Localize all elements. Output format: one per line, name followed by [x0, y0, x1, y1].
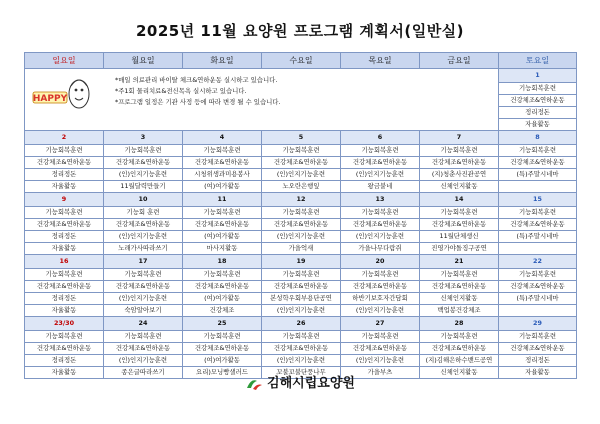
activity-cell: 정리정돈 [25, 231, 104, 243]
activity-cell: 기능회복훈련 [25, 269, 104, 281]
week-date-row [25, 131, 577, 145]
activity-cell [499, 181, 577, 193]
activity-cell: (인)인지기능훈련 [341, 305, 420, 317]
activity-cell: 숙암알아보기 [104, 305, 183, 317]
activity-cell: (여)여가활동 [183, 355, 262, 367]
activity-cell: 기능회복훈련 [183, 331, 262, 343]
week-activity-row [25, 281, 577, 293]
activity-cell: 하반기보호자간담회 [341, 293, 420, 305]
activity-cell: 정리정돈 [25, 293, 104, 305]
day-date: 7 [420, 131, 499, 145]
activity-cell: 건강체조&연하운동 [262, 343, 341, 355]
activity-cell: 기능회복훈련 [104, 331, 183, 343]
day-date: 15 [499, 193, 577, 207]
activity-cell: 건강체조&연하운동 [183, 219, 262, 231]
activity-cell: 건강체조&연하운동 [499, 281, 577, 293]
activity-cell: 건강체조&연하운동 [499, 343, 577, 355]
week-date-row [25, 193, 577, 207]
weekday-friday: 금요일 [420, 53, 499, 69]
day-date: 16 [25, 255, 104, 269]
day-date: 19 [262, 255, 341, 269]
note-item: *프로그램 일정은 기관 사정 등에 따라 변경 될 수 있습니다. [115, 98, 281, 106]
activity-cell: 왕금붙네 [341, 181, 420, 193]
activity-cell: 11월달력만들기 [104, 181, 183, 193]
activity-cell: 가을나무다람쥐 [341, 243, 420, 255]
activity-cell: 건강체조&연하운동 [262, 281, 341, 293]
week-activity-row [25, 219, 577, 231]
activity-cell: 기능회복훈련 [183, 145, 262, 157]
city-logo-icon [245, 377, 263, 391]
activity-cell: 기능회복훈련 [499, 145, 577, 157]
activity-cell: (인)인지기능훈련 [262, 169, 341, 181]
activity-cell: 건강체조&연하운동 [341, 219, 420, 231]
week-activity-row [25, 269, 577, 281]
day-date: 9 [25, 193, 104, 207]
activity-cell: 기능회복훈련 [25, 145, 104, 157]
activity-cell: 기능회복훈련 [341, 145, 420, 157]
note-item: *주1회 물리치료&전신목욕 실시하고 있습니다. [115, 87, 247, 95]
activity-cell: 건강체조&연하운동 [183, 281, 262, 293]
activity-cell: 건강체조&연하운동 [104, 157, 183, 169]
activity-cell: 건강체조&연하운동 [499, 157, 577, 169]
note-item: *매일 의료관리 바이탈 체크&연하운동 실시하고 있습니다. [115, 76, 278, 84]
activity-cell: (인)인지기능훈련 [341, 355, 420, 367]
day-date: 12 [262, 193, 341, 207]
activity-cell: 기능회복훈련 [262, 269, 341, 281]
activity-cell: 건강체조&연하운동 [499, 95, 577, 107]
activity-cell: 기능회복훈련 [262, 207, 341, 219]
activity-cell: (인)인지기능훈련 [104, 231, 183, 243]
week-activity-row [25, 207, 577, 219]
activity-cell: 신체인지활동 [420, 293, 499, 305]
day-date: 4 [183, 131, 262, 145]
activity-cell: 건강체조&연하운동 [25, 343, 104, 355]
activity-cell: 건강체조&연하운동 [341, 157, 420, 169]
activity-cell: (특)주말시네마 [499, 293, 577, 305]
day-date: 26 [262, 317, 341, 331]
activity-cell: 기능회복훈련 [183, 269, 262, 281]
week-date-row [25, 317, 577, 331]
activity-cell: 건강체조&연하운동 [104, 219, 183, 231]
week-date-row [25, 255, 577, 269]
activity-cell: 신체인지활동 [420, 181, 499, 193]
activity-cell: 기능회복훈련 [499, 83, 577, 95]
activity-cell: 노오란은행잎 [262, 181, 341, 193]
activity-cell: 기능회복훈련 [183, 207, 262, 219]
day-date: 28 [420, 317, 499, 331]
activity-cell: 자율활동 [25, 305, 104, 317]
activity-cell: 건강체조&연하운동 [420, 219, 499, 231]
activity-cell [499, 243, 577, 255]
day-date: 17 [104, 255, 183, 269]
activity-cell: 자율활동 [25, 181, 104, 193]
weekday-thursday: 목요일 [341, 53, 420, 69]
day-date: 10 [104, 193, 183, 207]
day-date: 11 [183, 193, 262, 207]
activity-cell: 기능회복훈련 [104, 145, 183, 157]
week-activity-row [25, 331, 577, 343]
activity-cell: 기능회복훈련 [104, 269, 183, 281]
logo-wordmark: HAPPY [32, 94, 68, 104]
activity-cell: 정리정돈 [499, 355, 577, 367]
week-activity-row [25, 145, 577, 157]
info-panel [25, 69, 499, 131]
activity-cell: 건강체조&연하운동 [25, 281, 104, 293]
day-date: 8 [499, 131, 577, 145]
weekday-monday: 월요일 [104, 53, 183, 69]
happy-mascot-logo [31, 72, 99, 116]
activity-cell: 자율활동 [499, 367, 577, 379]
activity-cell: 자율활동 [25, 367, 104, 379]
week-activity-row [25, 305, 577, 317]
day-date: 18 [183, 255, 262, 269]
day-date: 3 [104, 131, 183, 145]
activity-cell: (인)인지기능훈련 [104, 169, 183, 181]
activity-cell: 기능회복훈련 [262, 145, 341, 157]
week-activity-row [25, 157, 577, 169]
activity-cell: 건강체조 [183, 305, 262, 317]
activity-cell: 기능회복훈련 [341, 207, 420, 219]
activity-cell: (특)주말시네마 [499, 231, 577, 243]
activity-cell: (인)인지기능훈련 [104, 293, 183, 305]
activity-cell: 정리정돈 [25, 355, 104, 367]
day-date: 25 [183, 317, 262, 331]
day-date: 29 [499, 317, 577, 331]
activity-cell: (인)인지기능훈련 [262, 305, 341, 317]
activity-cell: 건강체조&연하운동 [341, 343, 420, 355]
activity-cell: 자율활동 [499, 119, 577, 131]
day-date: 1 [499, 69, 577, 83]
activity-cell: 자율활동 [25, 243, 104, 255]
activity-cell: 기능회복훈련 [420, 269, 499, 281]
activity-cell: 마사지활동 [183, 243, 262, 255]
activity-cell: 건강체조&연하운동 [420, 343, 499, 355]
activity-cell: (인)인지기능훈련 [104, 355, 183, 367]
activity-cell: 건강체조&연하운동 [104, 281, 183, 293]
activity-cell: 기능회 훈련 [104, 207, 183, 219]
activity-cell: 기능회복훈련 [499, 269, 577, 281]
activity-cell: 건강체조&연하운동 [25, 157, 104, 169]
week-activity-row [25, 355, 577, 367]
activity-cell: 본성학우회부용단공연 [262, 293, 341, 305]
calendar-table [24, 52, 577, 379]
activity-cell: 기능회복훈련 [25, 331, 104, 343]
activity-cell: (인)인지기능훈련 [262, 231, 341, 243]
activity-cell: 신체인지활동 [420, 367, 499, 379]
day-date: 5 [262, 131, 341, 145]
activity-cell: 요리)모닝빵샐러드 [183, 367, 262, 379]
activity-cell: 기능회복훈련 [341, 331, 420, 343]
day-date: 23/30 [25, 317, 104, 331]
week-activity-row [25, 231, 577, 243]
page-title: 2025년 11월 요양원 프로그램 계획서(일반실) [135, 22, 465, 40]
activity-cell: 가을억새 [262, 243, 341, 255]
activity-cell: 건강체조&연하운동 [183, 157, 262, 169]
day-date: 14 [420, 193, 499, 207]
activity-cell: 기능회복훈련 [420, 145, 499, 157]
week-activity-row [25, 243, 577, 255]
weekday-wednesday: 수요일 [262, 53, 341, 69]
activity-cell: (여)여가활동 [183, 231, 262, 243]
activity-cell: 시청위생과미용봉사 [183, 169, 262, 181]
week-activity-row [25, 293, 577, 305]
week-activity-row [25, 181, 577, 193]
activity-cell: 꼬불꼬불단풍나무 [262, 367, 341, 379]
activity-cell: 기능회복훈련 [25, 207, 104, 219]
activity-cell: 건강체조&연하운동 [183, 343, 262, 355]
activity-cell: 건강체조&연하운동 [262, 157, 341, 169]
weekday-sunday: 일요일 [25, 53, 104, 69]
activity-cell: 기능회복훈련 [262, 331, 341, 343]
activity-cell: (인)인지기능훈련 [341, 169, 420, 181]
week-activity-row [25, 169, 577, 181]
activity-cell: 건강체조&연하운동 [25, 219, 104, 231]
activity-cell: 건강체조&연하운동 [420, 157, 499, 169]
activity-cell: 가을부츠 [341, 367, 420, 379]
activity-cell: 건강체조&연하운동 [341, 281, 420, 293]
activity-cell: 기능회복훈련 [420, 331, 499, 343]
notes-list [115, 75, 281, 108]
activity-cell: 노래가사따라쓰기 [104, 243, 183, 255]
day-date: 24 [104, 317, 183, 331]
activity-cell: (지)청춘사진관공연 [420, 169, 499, 181]
activity-cell: 건강체조&연하운동 [262, 219, 341, 231]
activity-cell: 정리정돈 [499, 107, 577, 119]
week-activity-row [25, 343, 577, 355]
day-date: 13 [341, 193, 420, 207]
activity-cell: 11월단체생신 [420, 231, 499, 243]
activity-cell: 건강체조&연하운동 [499, 219, 577, 231]
activity-cell: (여)여가활동 [183, 293, 262, 305]
weekday-saturday: 토요일 [499, 53, 577, 69]
activity-cell: 기능회복훈련 [341, 269, 420, 281]
footer-org [0, 372, 600, 391]
day-date: 21 [420, 255, 499, 269]
activity-cell: (여)여가활동 [183, 181, 262, 193]
day-date: 6 [341, 131, 420, 145]
activity-cell: 기능회복훈련 [420, 207, 499, 219]
activity-cell: 건강체조&연하운동 [104, 343, 183, 355]
activity-cell: 기능회복훈련 [499, 331, 577, 343]
activity-cell: 기능회복훈련 [499, 207, 577, 219]
activity-cell: 정리정돈 [25, 169, 104, 181]
activity-cell: (인)인지기능훈련 [341, 231, 420, 243]
day-date: 20 [341, 255, 420, 269]
activity-cell [499, 305, 577, 317]
activity-cell: 건강체조&연하운동 [420, 281, 499, 293]
activity-cell: (지)김해은하수밴드공연 [420, 355, 499, 367]
footer-org-name: 김해시립요양원 [267, 376, 355, 391]
activity-cell: 진영가야돌징구공연 [420, 243, 499, 255]
weekday-tuesday: 화요일 [183, 53, 262, 69]
activity-cell: (특)주말시네마 [499, 169, 577, 181]
day-date: 2 [25, 131, 104, 145]
activity-cell: 종은글따라쓰기 [104, 367, 183, 379]
day-date: 22 [499, 255, 577, 269]
activity-cell: (인)인지기능훈련 [262, 355, 341, 367]
weekday-header-row [25, 53, 577, 69]
activity-cell: 백업봉건강체조 [420, 305, 499, 317]
day-date: 27 [341, 317, 420, 331]
